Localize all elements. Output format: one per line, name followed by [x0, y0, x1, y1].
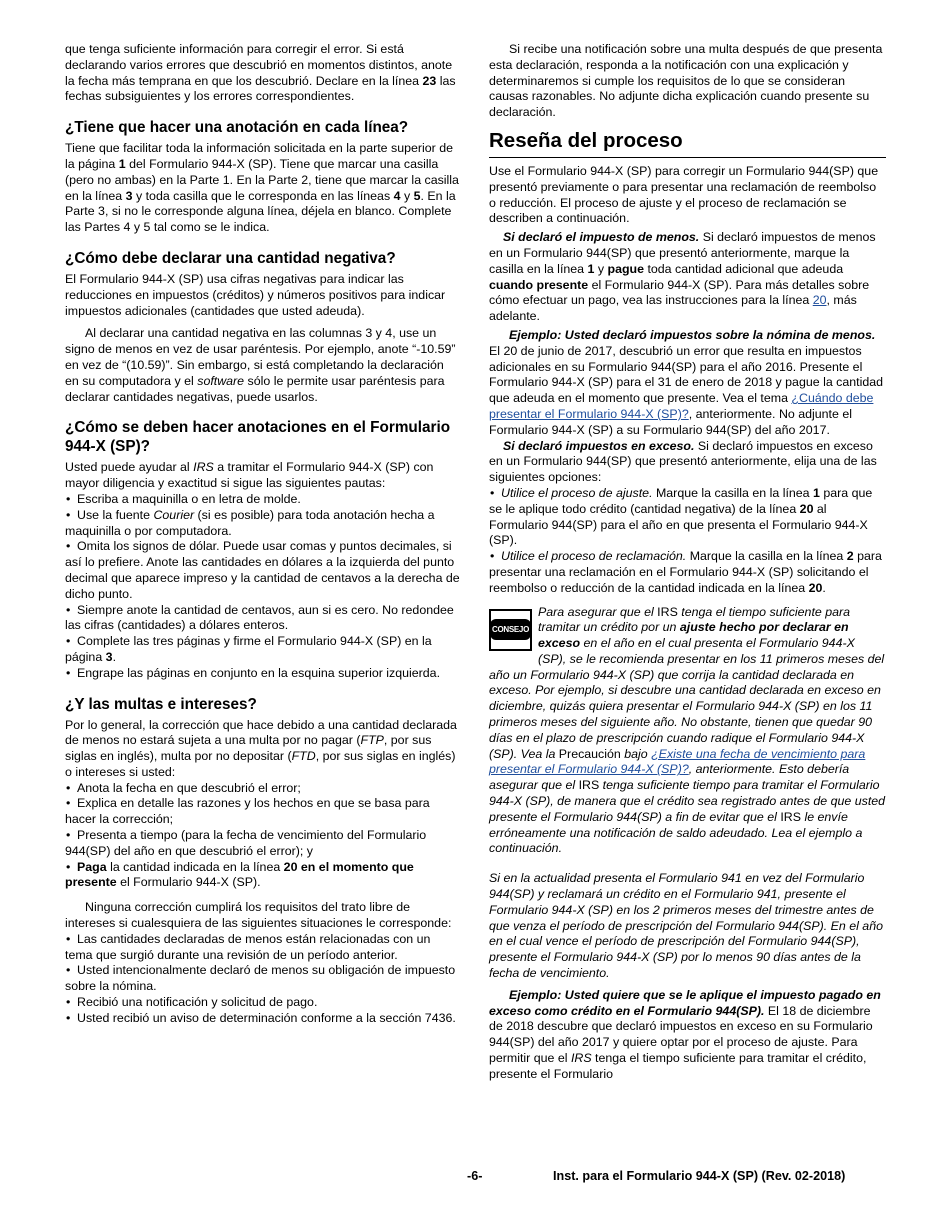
list-item: • Escriba a maquinilla o en letra de molde. — [65, 492, 461, 508]
tip-text: Si en la actualidad presenta el Formulario 941 en vez del Formulario 944(SP) y reclamará un crédito en el Formulario 941, presente el Formulario 944-X (SP) en los 2 primeros meses del trimestre antes de que venza el período de prescripción del Formulario 944(SP). En el año en el cual vence el período de prescripción del Formulario 944(SP), presente el Formulario 944-X (SP) por lo menos 90 días antes de la fecha de vencimiento. — [489, 871, 883, 981]
section-heading: ¿Cómo se deben hacer anotaciones en el Formulario 944-X (SP)? — [65, 419, 451, 456]
list-item: • Recibió una notificación y solicitud de pago. — [65, 995, 461, 1011]
list-item: • Engrape las páginas en conjunto en la esquina superior izquierda. — [65, 666, 461, 682]
list-item: • Use la fuente Courier (si es posible) para toda anotación hecha a maquinilla o por computadora. — [65, 508, 461, 540]
list-item: • Utilice el proceso de reclamación. Marque la casilla en la línea 2 para presentar una reclamación en el Formulario 944-X (SP) solicitando el reembolso o reducción de la cantidad indicada en la línea 20. — [489, 549, 886, 596]
list-item: • Presenta a tiempo (para la fecha de vencimiento del Formulario 944(SP) del año en que descubrió el error); y — [65, 828, 461, 860]
paragraph: Si declaró impuestos en exceso. Si declaró impuestos en exceso en un Formulario 944(SP) que presentó anteriormente, elija una de las siguientes opciones: — [489, 438, 877, 485]
paragraph: que tenga suficiente información para corregir el error. Si está declarando varios errores que descubrió en momentos distintos, anote la fecha más temprana en que los descubrió. Declare en la línea 23 las fechas subsiguientes y los errores correspondientes. — [65, 42, 456, 104]
conditions-list — [65, 781, 461, 892]
paragraph: Si declaró el impuesto de menos. Si declaró impuestos de menos en un Formulario 944(SP) que presentó anteriormente, marque la casilla en la línea 1 y pague toda cantidad adicional que adeuda cuando presente el Formulario 944-X (SP). Para más detalles sobre cómo efectuar un pago, vea las instrucciones para la línea 20, más adelante. — [489, 230, 876, 324]
right-column — [489, 42, 886, 1083]
list-item: • Explica en detalle las razones y los hechos en que se basa para hacer la corrección; — [65, 796, 461, 828]
due-date-link[interactable]: ¿Existe una fecha de vencimiento para presentar el Formulario 944-X (SP)? — [489, 746, 866, 777]
section-heading: ¿Cómo debe declarar una cantidad negativa? — [65, 249, 396, 267]
list-item: • Utilice el proceso de ajuste. Marque la casilla en la línea 1 para que se le aplique todo crédito (cantidad negativa) de la línea 20 al Formulario 944(SP) para el año en que presenta el Formulario 944-X (SP). — [489, 486, 886, 549]
paragraph: Tiene que facilitar toda la información solicitada en la parte superior de la página 1 del Formulario 944-X (SP). Tiene que marcar una casilla (pero no ambas) en la Parte 1. En la Parte 2, tiene que marcar la casilla en la línea 3 y toda casilla que le corresponda en las líneas 4 y 5. En la Parte 3, si no le corresponde alguna línea, déjela en blanco. Complete las Partes 4 y 5 tal como se le indica. — [65, 141, 459, 235]
guidelines-list — [65, 492, 461, 682]
section-heading: ¿Tiene que hacer una anotación en cada línea? — [65, 119, 409, 137]
page-number: -6- — [467, 1169, 483, 1183]
paragraph: Ejemplo: Usted declaró impuestos sobre la nómina de menos. El 20 de junio de 2017, descubrió un error que resulta en impuestos adicionales en su Formulario 944(SP) para el año 2016. Presente el Formulario 944-X (SP) para el 31 de enero de 2018 y pague la cantidad que adeuda en el momento que presente. Vea el tema ¿Cuándo debe presentar el Formulario 944-X (SP)?, anteriormente. No adjunte el Formulario 944-X (SP) a su Formulario 944(SP) del año 2017. — [489, 327, 883, 437]
paragraph: Use el Formulario 944-X (SP) para corregir un Formulario 944(SP) que presentó previamente o para presentar una reclamación de reembolso o reducción. El proceso de ajuste y el proceso de reclamación se describen a continuación. — [489, 163, 879, 226]
list-item: • Usted recibió un aviso de determinación conforme a la sección 7436. — [65, 1011, 461, 1027]
list-item: • Las cantidades declaradas de menos están relacionadas con un tema que surgió durante una revisión de un período anterior. — [65, 932, 461, 964]
paragraph: El Formulario 944-X (SP) usa cifras negativas para indicar las reducciones en impuestos (créditos) y números positivos para indicar impuestos adicionales (cantidades que usted adeuda). — [65, 271, 446, 318]
exclusions-list — [65, 932, 461, 1027]
section-heading: ¿Y las multas e intereses? — [65, 695, 257, 713]
list-item: • Omita los signos de dólar. Puede usar comas y puntos decimales, si así lo prefiere. Anote las cantidades en dólares a la izquierda del punto decimal que aparece impreso y la cantidad de centavos a la derecha de dicho punto. — [65, 539, 461, 602]
when-to-file-link[interactable]: ¿Cuándo debe presentar el Formulario 944-X (SP)? — [489, 391, 874, 421]
paragraph: Si recibe una notificación sobre una multa después de que presenta esta declaración, responda a la notificación con una explicación y determinaremos si cumple los requisitos de lo que se consideran causas razonables. No adjunte dicha explicación cuando presente su declaración. — [489, 42, 883, 120]
list-item: • Complete las tres páginas y firme el Formulario 944-X (SP) en la página 3. — [65, 634, 461, 666]
tip-icon: CONSEJO — [489, 609, 532, 651]
paragraph: Ninguna corrección cumplirá los requisitos del trato libre de intereses si cualesquiera de las siguientes situaciones le corresponde: — [65, 900, 452, 931]
tip-text: Para asegurar que el IRS tenga el tiempo suficiente para tramitar un crédito por un ajuste hecho por declarar en exceso en el año en el cual presenta el Formulario 944-X (SP), se le recomienda presentar en los 11 primeros meses del año un Formulario 944-X (SP) que corrija la cantidad declarada en exceso. Por ejemplo, si descubre una cantidad declarada en exceso en diciembre, quizás quiera presentar el Formulario 944-X (SP) en los 11 primeros meses del siguiente año. No obstante, tienen que quedar 90 días en el plazo de prescripción cuando radique el Formulario 944-X (SP). Vea la Precaución bajo ¿Existe una fecha de vencimiento para presentar el Formulario 944-X (SP)?, anteriormente. Esto debería asegurar que el IRS tenga suficiente tiempo para tramitar el Formulario 944-X (SP), de manera que el crédito sea registrado antes de que usted presente el Formulario 944(SP) a fin de evitar que el IRS le envíe erróneamente una notificación de saldo adeudado. Lea el ejemplo a continuación. — [489, 604, 886, 856]
paragraph: Usted puede ayudar al IRS a tramitar el Formulario 944-X (SP) con mayor diligencia y exactitud si sigue las siguientes pautas: — [65, 460, 434, 491]
options-list — [489, 486, 886, 597]
paragraph: Ejemplo: Usted quiere que se le aplique el impuesto pagado en exceso como crédito en el Formulario 944(SP). El 18 de diciembre de 2018 descubre que declaró impuestos en exceso en su Formulario 944(SP) del año 2017 y quiere optar por el proceso de ajuste. Para permitir que el IRS tenga el tiempo suficiente para tramitar el crédito, presente el Formulario — [489, 987, 881, 1081]
left-column — [65, 42, 461, 1034]
paragraph: Por lo general, la corrección que hace debido a una cantidad declarada de menos no estará sujeta a una multa por no pagar (FTP, por sus siglas en inglés), multa por no depositar (FTD, por sus siglas en inglés) o intereses si usted: — [65, 717, 457, 779]
tip-box — [489, 605, 886, 982]
paragraph: Al declarar una cantidad negativa en las columnas 3 y 4, use un signo de menos en vez de usar paréntesis. Por ejemplo, anote “-10.59” en vez de “(10.59)”. Sin embargo, si está completando la declaración en su computadora y el software sólo le permite usar paréntesis para declarar cantidades negativas, puede usarlos. — [65, 326, 456, 404]
list-item: • Usted intencionalmente declaró de menos su obligación de impuesto sobre la nómina. — [65, 963, 461, 995]
list-item: • Anota la fecha en que descubrió el error; — [65, 781, 461, 797]
line-20-link[interactable]: 20 — [812, 293, 827, 308]
footer-title: Inst. para el Formulario 944-X (SP) (Rev. 02-2018) — [553, 1169, 846, 1183]
list-item: • Siempre anote la cantidad de centavos, aun si es cero. No redondee las cifras (cantidades) a dólares enteros. — [65, 603, 461, 635]
section-title: Reseña del proceso — [489, 128, 886, 158]
list-item: • Paga la cantidad indicada en la línea 20 en el momento que presente el Formulario 944-X (SP). — [65, 860, 461, 892]
